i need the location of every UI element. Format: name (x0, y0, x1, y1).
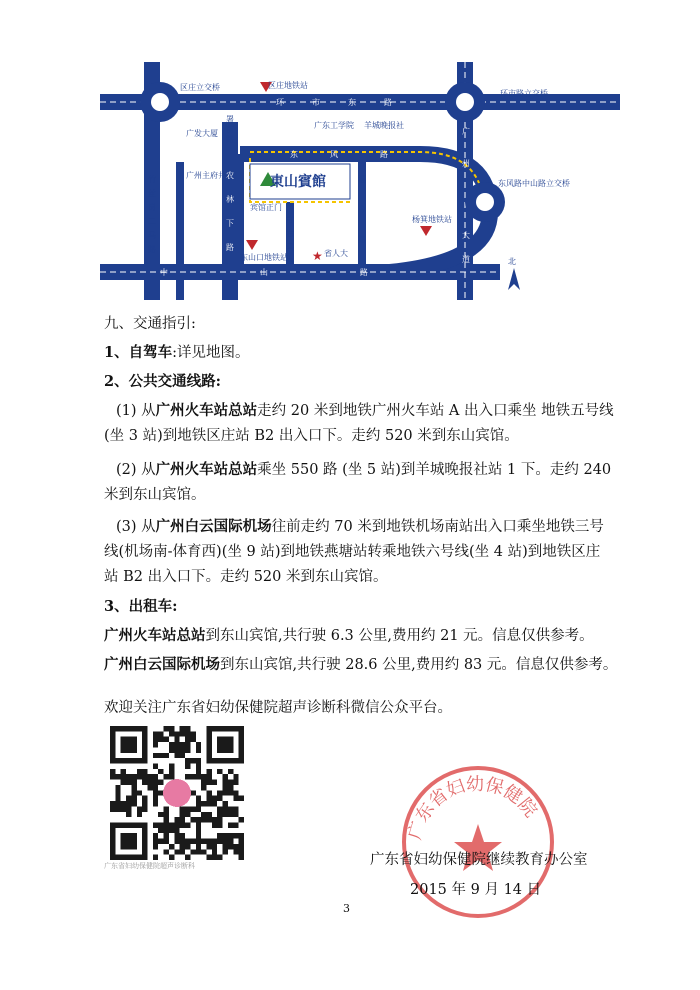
road-fuling-char: 路 (358, 235, 366, 244)
road-dongfeng-char: 风 (330, 150, 338, 159)
road-huanshi-char: 东 (348, 98, 356, 107)
taxi-2-text: 到东山宾馆,共行驶 28.6 公里,费用约 83 元。信息仅供参考。 (220, 657, 618, 673)
section-9-heading: 九、交通指引: (104, 316, 196, 332)
road-nonglin-char: 下 (226, 219, 234, 228)
taxi-line-1 (104, 626, 594, 646)
star-icon: ★ (312, 249, 323, 263)
junction-quzhuang (140, 82, 180, 122)
road-zhuzi-char: 岗 (148, 203, 156, 212)
junction-dongfeng (465, 182, 505, 222)
taxi-1-origin: 广州火车站总站 (104, 627, 206, 644)
road-zhongshan-char: 山 (260, 268, 268, 277)
section-self-drive (104, 343, 249, 363)
qr-caption: 广东省妇幼保健院超声诊断科 (104, 862, 195, 870)
road-fuling-char: 今 (358, 205, 366, 214)
route-1-text: 走约 20 米到地铁广州火车站 A 出入口乘坐 地铁五号线 (257, 403, 614, 419)
route-2-text: 乘坐 550 路 (坐 5 站)到羊城晚报社站 1 下。走约 240 (257, 462, 612, 478)
page-number: 3 (343, 902, 350, 915)
road-fuling-char: 福 (358, 175, 366, 184)
traffic-map (100, 62, 620, 300)
route-3-line-3: 站 B2 出入口下。走约 520 米到东山宾馆。 (104, 569, 388, 585)
label-gongxueyuan: 广东工学院 (314, 121, 354, 130)
road-gzdadao-char: 州 (462, 159, 470, 168)
label-dongshankou: 东山口地铁站 (240, 253, 288, 262)
road-zhuzi-char: 路 (148, 245, 156, 254)
road-zhuzi-char: 二 (148, 217, 156, 226)
road-shuqian-char: 前 (226, 125, 234, 134)
signature-date: 2015 年 9 月 14 日 (410, 882, 542, 898)
label-bingzhu: 广州主府井 (186, 171, 226, 180)
route-2-origin: 广州火车站总站 (155, 461, 258, 478)
label-guangfa: 广发大厦 (186, 129, 218, 138)
route-2-line-2: 米到东山宾馆。 (104, 487, 206, 503)
road-huanshi-char: 路 (384, 98, 392, 107)
route-1-line-1 (116, 401, 614, 421)
label-hotel: 東山賓館 (270, 174, 326, 190)
road-gzdadao-char: 大 (462, 231, 470, 240)
road-siyuan-char: 右 (286, 229, 294, 238)
road-nonglin-char: 林 (226, 195, 234, 204)
label-wanbao: 羊城晚报社 (364, 121, 404, 130)
route-3-line-2: 线(机场南-体育西)(坐 9 站)到地铁燕塘站转乘地铁六号线(坐 4 站)到地铁区庄 (104, 544, 601, 560)
metro-icon (246, 240, 258, 250)
junction-huanshi (445, 82, 485, 122)
road-huanshi-char: 环 (276, 98, 284, 107)
road-zhongshan-char: 路 (360, 268, 368, 277)
road-zhuzi-char: 竹 (148, 175, 156, 184)
qr-logo-icon (163, 779, 191, 807)
self-drive-label: 1、自驾车 (104, 344, 173, 361)
road-zhongshan-char: 中 (160, 268, 168, 277)
road-zhuzi-char: 马 (148, 231, 156, 240)
road-siyuan-char: 马 (286, 243, 294, 252)
road-nonglin-char: 路 (226, 243, 234, 252)
svg-text:广东省妇幼保健院 (404, 774, 541, 842)
road-shuqian-char: 署 (226, 115, 234, 124)
road-gzdadao-char: 道 (462, 255, 470, 264)
label-north: 北 (508, 257, 516, 266)
road-siyuan-char: 寺 (286, 215, 294, 224)
label-quzhuang-metro: 区庄地铁站 (268, 81, 308, 90)
label-dongfeng-junction: 东风路中山路立交桥 (498, 179, 570, 188)
north-arrow-icon (508, 256, 520, 290)
route-3-text: 往前走约 70 米到地铁机场南站出入口乘坐地铁三号 (271, 519, 604, 535)
route-3-prefix: (3) 从 (116, 519, 156, 535)
label-quzhuang-junction: 区庄立交桥 (180, 83, 220, 92)
road-huanshi-char: 市 (312, 98, 320, 107)
route-3-line-1 (116, 517, 604, 537)
road-nonglin-char: 农 (226, 171, 234, 180)
taxi-line-2 (104, 655, 617, 675)
self-drive-text: :详见地图。 (172, 345, 250, 361)
road-siyuan-char: 路 (286, 257, 294, 266)
road-shuqian-char: 路 (226, 135, 234, 144)
section-taxi: 3、出租车: (104, 598, 178, 615)
taxi-2-origin: 广州白云国际机场 (104, 656, 220, 673)
road-gzdadao-char: 广 (462, 127, 470, 136)
route-1-prefix: (1) 从 (116, 403, 156, 419)
qr-code[interactable] (110, 726, 244, 860)
route-2-line-1 (116, 460, 611, 480)
route-1-origin: 广州火车站总站 (155, 402, 258, 419)
road-zhuzi-char: 丝 (148, 189, 156, 198)
label-yangji: 杨箕地铁站 (412, 215, 452, 224)
label-hotel-gate: 宾馆正门 (250, 203, 282, 212)
route-1-line-2: (坐 3 站)到地铁区庄站 B2 出入口下。走约 520 米到东山宾馆。 (104, 428, 519, 444)
section-public-transport: 2、公共交通线路: (104, 373, 221, 390)
taxi-1-text: 到东山宾馆,共行驶 6.3 公里,费用约 21 元。信息仅供参考。 (205, 628, 594, 644)
metro-icon (420, 226, 432, 236)
welcome-text: 欢迎关注广东省妇幼保健院超声诊断科微信公众平台。 (104, 700, 452, 716)
signature-org: 广东省妇幼保健院继续教育办公室 (370, 852, 588, 868)
label-huanshi-junction: 环市路立交桥 (500, 89, 548, 98)
route-2-prefix: (2) 从 (116, 462, 156, 478)
route-3-origin: 广州白云国际机场 (155, 518, 272, 535)
road-dongfeng-char: 路 (380, 150, 388, 159)
seal-text: 广东省妇幼保健院 (404, 773, 542, 843)
road-dongfeng-char: 东 (290, 150, 298, 159)
label-shengrenda: 省人大 (324, 249, 348, 258)
